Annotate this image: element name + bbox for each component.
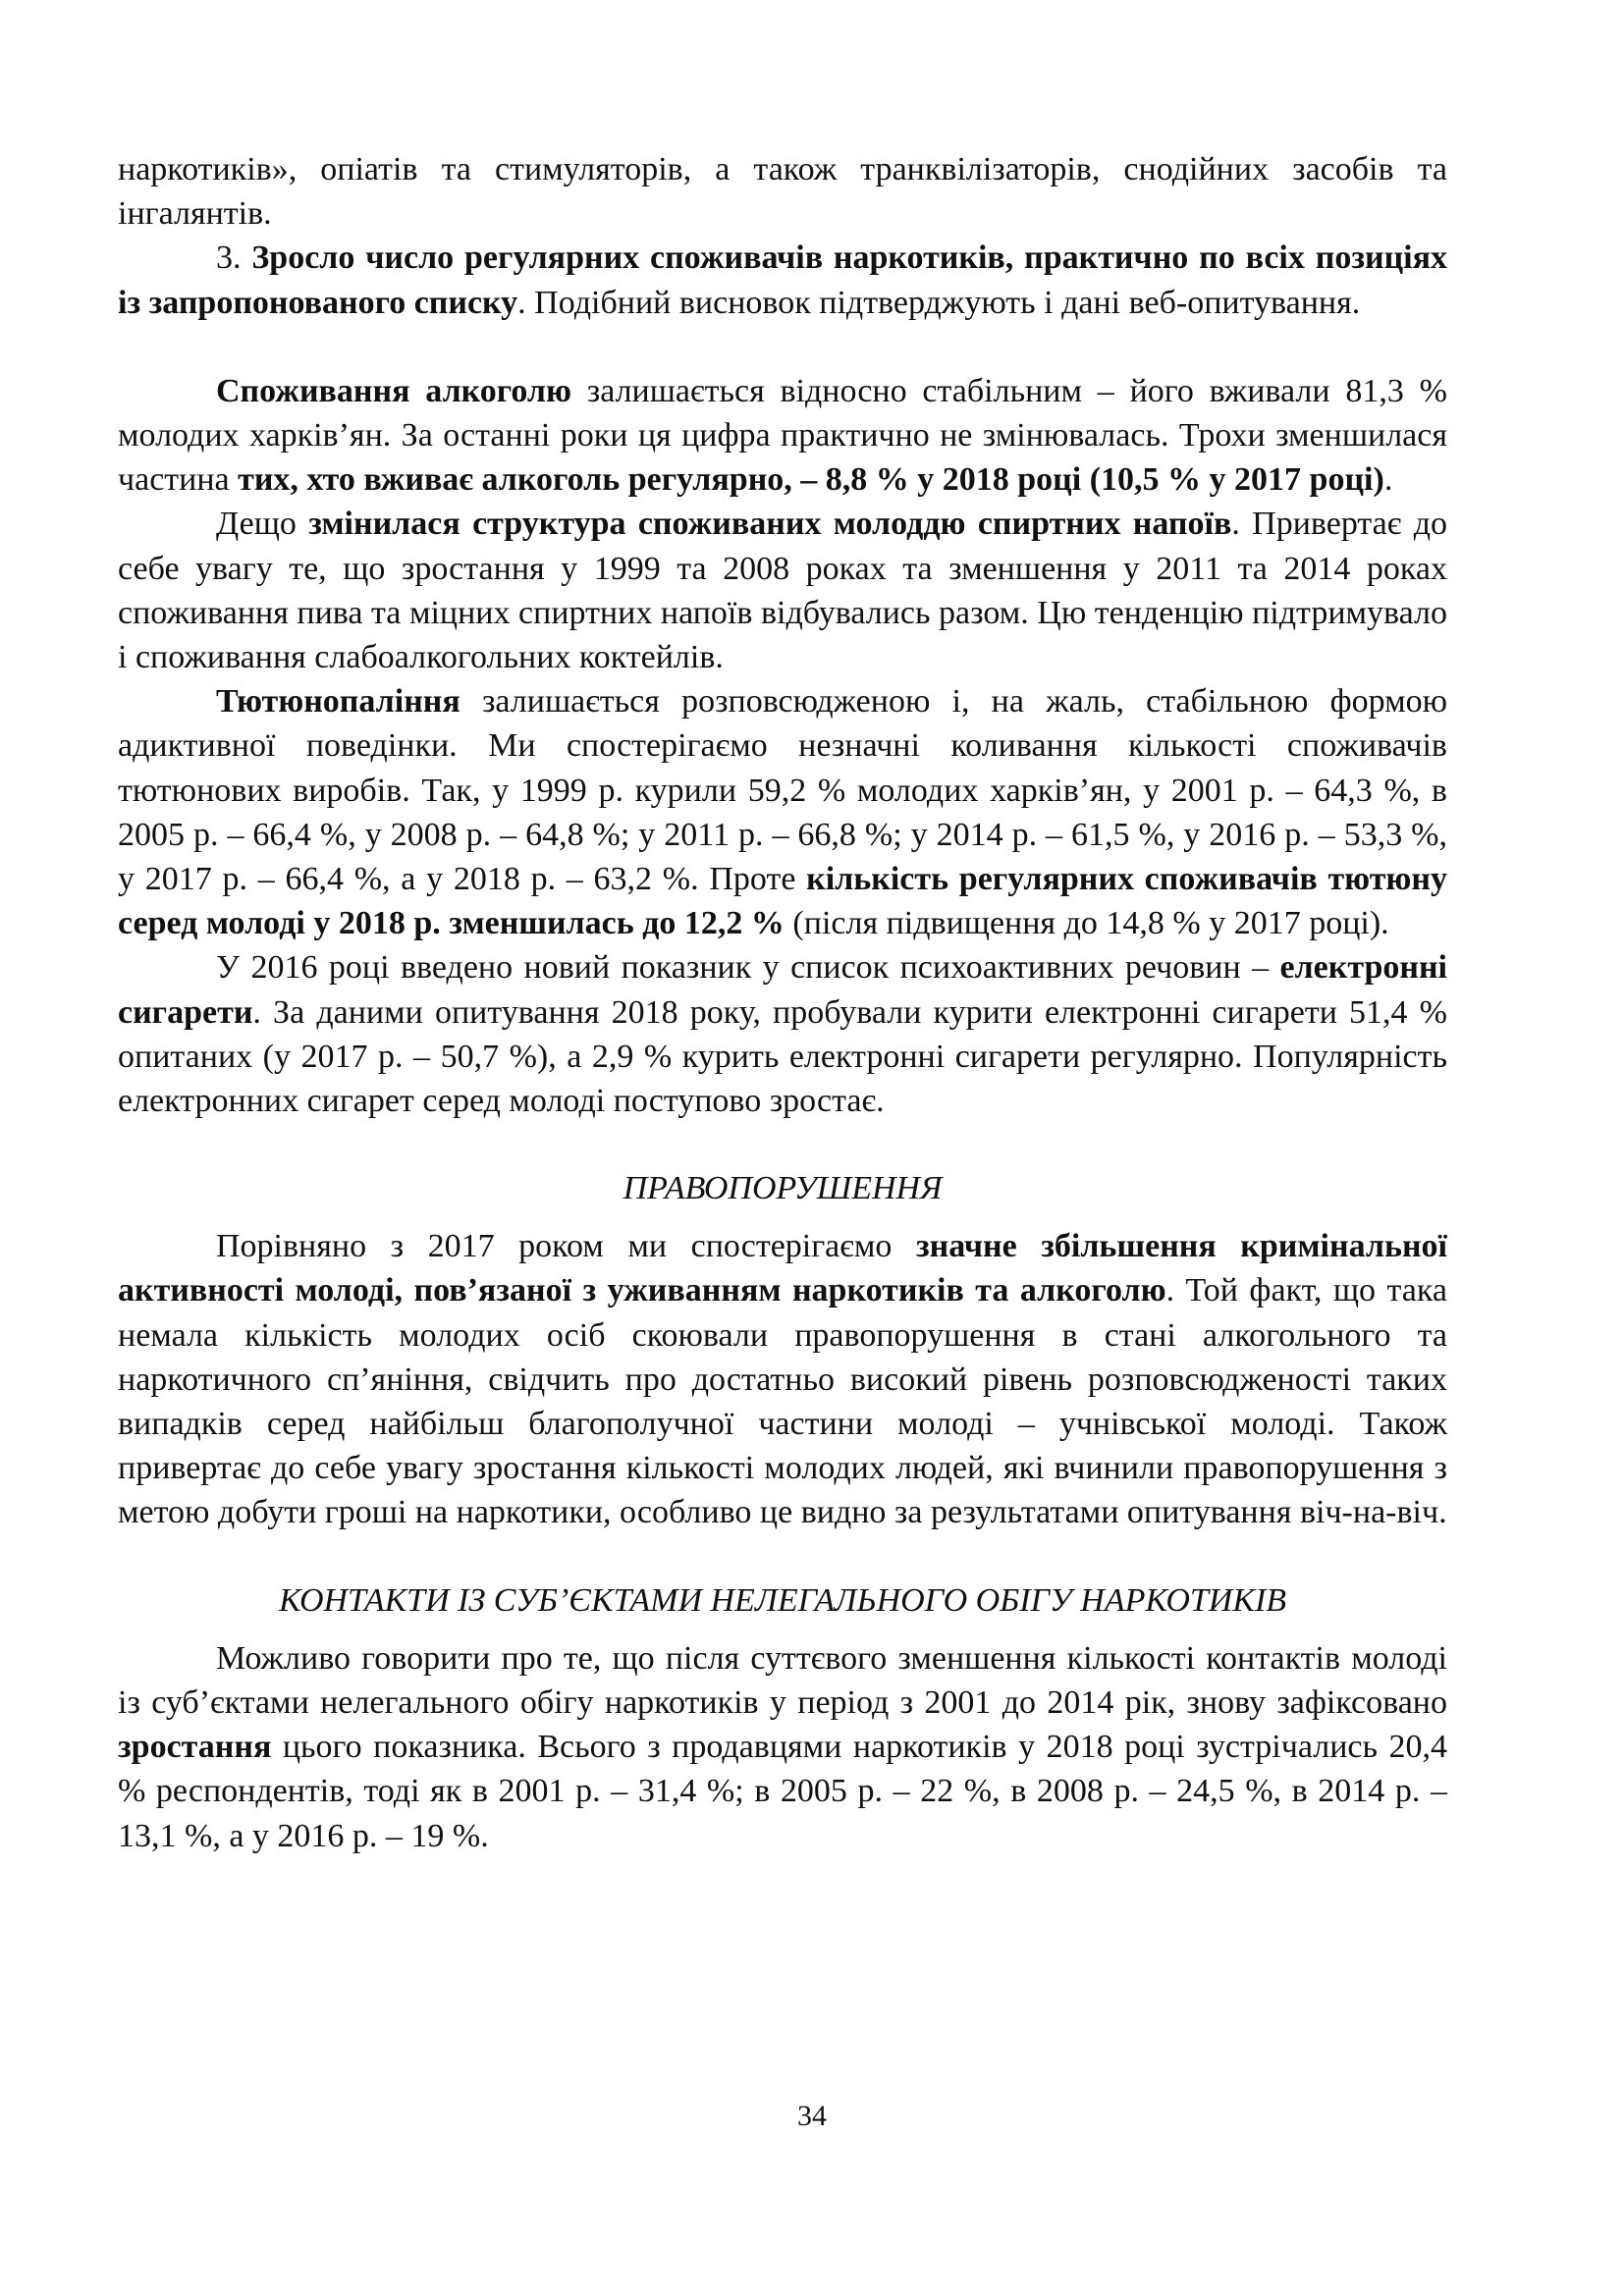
paragraph-drinks-structure bbox=[118, 502, 1447, 679]
text-run: . Привертає до себе увагу те, що зростання у 1999 та 2008 роках та зменшення у 2011 та 2014 роках споживання пива та міцних спиртних напоїв відбувались разом. Цю тенденцію підтримувало і споживання слабоалкогольних коктейлів. bbox=[118, 506, 1447, 676]
text-run: 3. bbox=[216, 240, 252, 277]
bold-run: Споживання алкоголю bbox=[216, 372, 571, 409]
bold-run: Тютюнопаління bbox=[216, 683, 460, 721]
bold-run: зростання bbox=[118, 1729, 272, 1766]
bold-run: тих, хто вживає алкоголь регулярно, – 8,8 % у 2018 році (10,5 % у 2017 році) bbox=[238, 461, 1384, 499]
page-number: 34 bbox=[797, 2100, 827, 2132]
section-heading-contacts: КОНТАКТИ ІЗ СУБ’ЄКТАМИ НЕЛЕГАЛЬНОГО ОБІГУ НАРКОТИКІВ bbox=[278, 1581, 1287, 1619]
text-run: . За даними опитування 2018 року, пробували курити електронні сигарети 51,4 % опитаних (у 2017 р. – 50,7 %), а 2,9 % курить електронні сигарети регулярно. Популярність електронних сигарет серед молоді поступово зростає. bbox=[118, 993, 1447, 1120]
text-run: Дещо bbox=[216, 506, 309, 543]
text-run: залишається відносно стабільним – його вживали 81,3 % молодих харків’ян. За останні роки ця цифра практично не змінювалась. Трохи зменшилася частина bbox=[118, 372, 1447, 499]
text-run: . bbox=[1383, 461, 1393, 499]
text-run: Порівняно з 2017 роком ми спостерігаємо bbox=[216, 1228, 916, 1265]
paragraph-e-cigarettes bbox=[118, 945, 1447, 1123]
text-run: . Той факт, що така немала кількість молодих осіб скоювали правопорушення в стані алкогольного та наркотичного сп’яніння, свідчить про достатньо високий рівень розповсюдженості таких випадків серед найбільш благополучної частини молоді – учнівської молоді. Також привертає до себе увагу зростання кількості молодих людей, які вчинили правопорушення з метою добути гроші на наркотики, особливо це видно за результатами опитування віч-на-віч. bbox=[118, 1272, 1447, 1531]
text-run: Можливо говорити про те, що після суттєвого зменшення кількості контактів молоді із суб’єктами нелегального обігу наркотиків у період з 2001 до 2014 рік, знову зафіксовано bbox=[118, 1639, 1447, 1721]
paragraph-regular-drug-users bbox=[118, 236, 1447, 324]
text-run: цього показника. Всього з продавцями наркотиків у 2018 році зустрічались 20,4 % респондентів, тоді як в 2001 р. – 31,4 %; в 2005 р. – 22 %, в 2008 р. – 24,5 %, в 2014 р. – 13,1 %, а у 2016 р. – 19 %. bbox=[118, 1729, 1447, 1854]
text-run: . Подібний висновок підтверджують і дані веб-опитування. bbox=[517, 284, 1361, 321]
paragraph-smoking bbox=[118, 679, 1447, 945]
paragraph-gap bbox=[118, 325, 1447, 369]
bold-run: електронні сигарети bbox=[118, 949, 1447, 1031]
text-run: залишається розповсюдженою і, на жаль, стабільною формою адиктивної поведінки. Ми спостерігаємо незначні коливання кількості споживачів тютюнових виробів. Так, у 1999 р. курили 59,2 % молодих харків’ян, у 2001 р. – 64,3 %, в 2005 р. – 66,4 %, у 2008 р. – 64,8 %; у 2011 р. – 66,8 %; у 2014 р. – 61,5 %, у 2016 р. – 53,3 %, у 2017 р. – 66,4 %, а у 2018 р. – 63,2 %. Проте bbox=[118, 683, 1447, 898]
paragraph-contacts bbox=[118, 1636, 1447, 1858]
section-heading-offenses: ПРАВОПОРУШЕННЯ bbox=[623, 1170, 943, 1207]
bold-run: значне збільшення кримінальної активності молоді, пов’язаної з уживанням наркотиків та алкоголю bbox=[118, 1228, 1447, 1309]
text-run: (після підвищення до 14,8 % у 2017 році). bbox=[784, 905, 1389, 942]
paragraph-continuation bbox=[118, 147, 1447, 236]
bold-run: Зросло число регулярних споживачів наркотиків, практично по всіх позиціях із запропонованого списку bbox=[118, 240, 1448, 321]
text-run: У 2016 році введено новий показник у список психоактивних речовин – bbox=[216, 949, 1280, 987]
text-run: наркотиків», опіатів та стимуляторів, а також транквілізаторів, снодійних засобів та інгалянтів. bbox=[118, 151, 1447, 233]
bold-run: змінилася структура споживаних молоддю спиртних напоїв bbox=[308, 506, 1232, 543]
bold-run: кількість регулярних споживачів тютюну серед молоді у 2018 р. зменшилась до 12,2 % bbox=[118, 861, 1447, 942]
paragraph-offenses bbox=[118, 1224, 1447, 1534]
page-body bbox=[118, 147, 1447, 1858]
paragraph-alcohol bbox=[118, 369, 1447, 503]
